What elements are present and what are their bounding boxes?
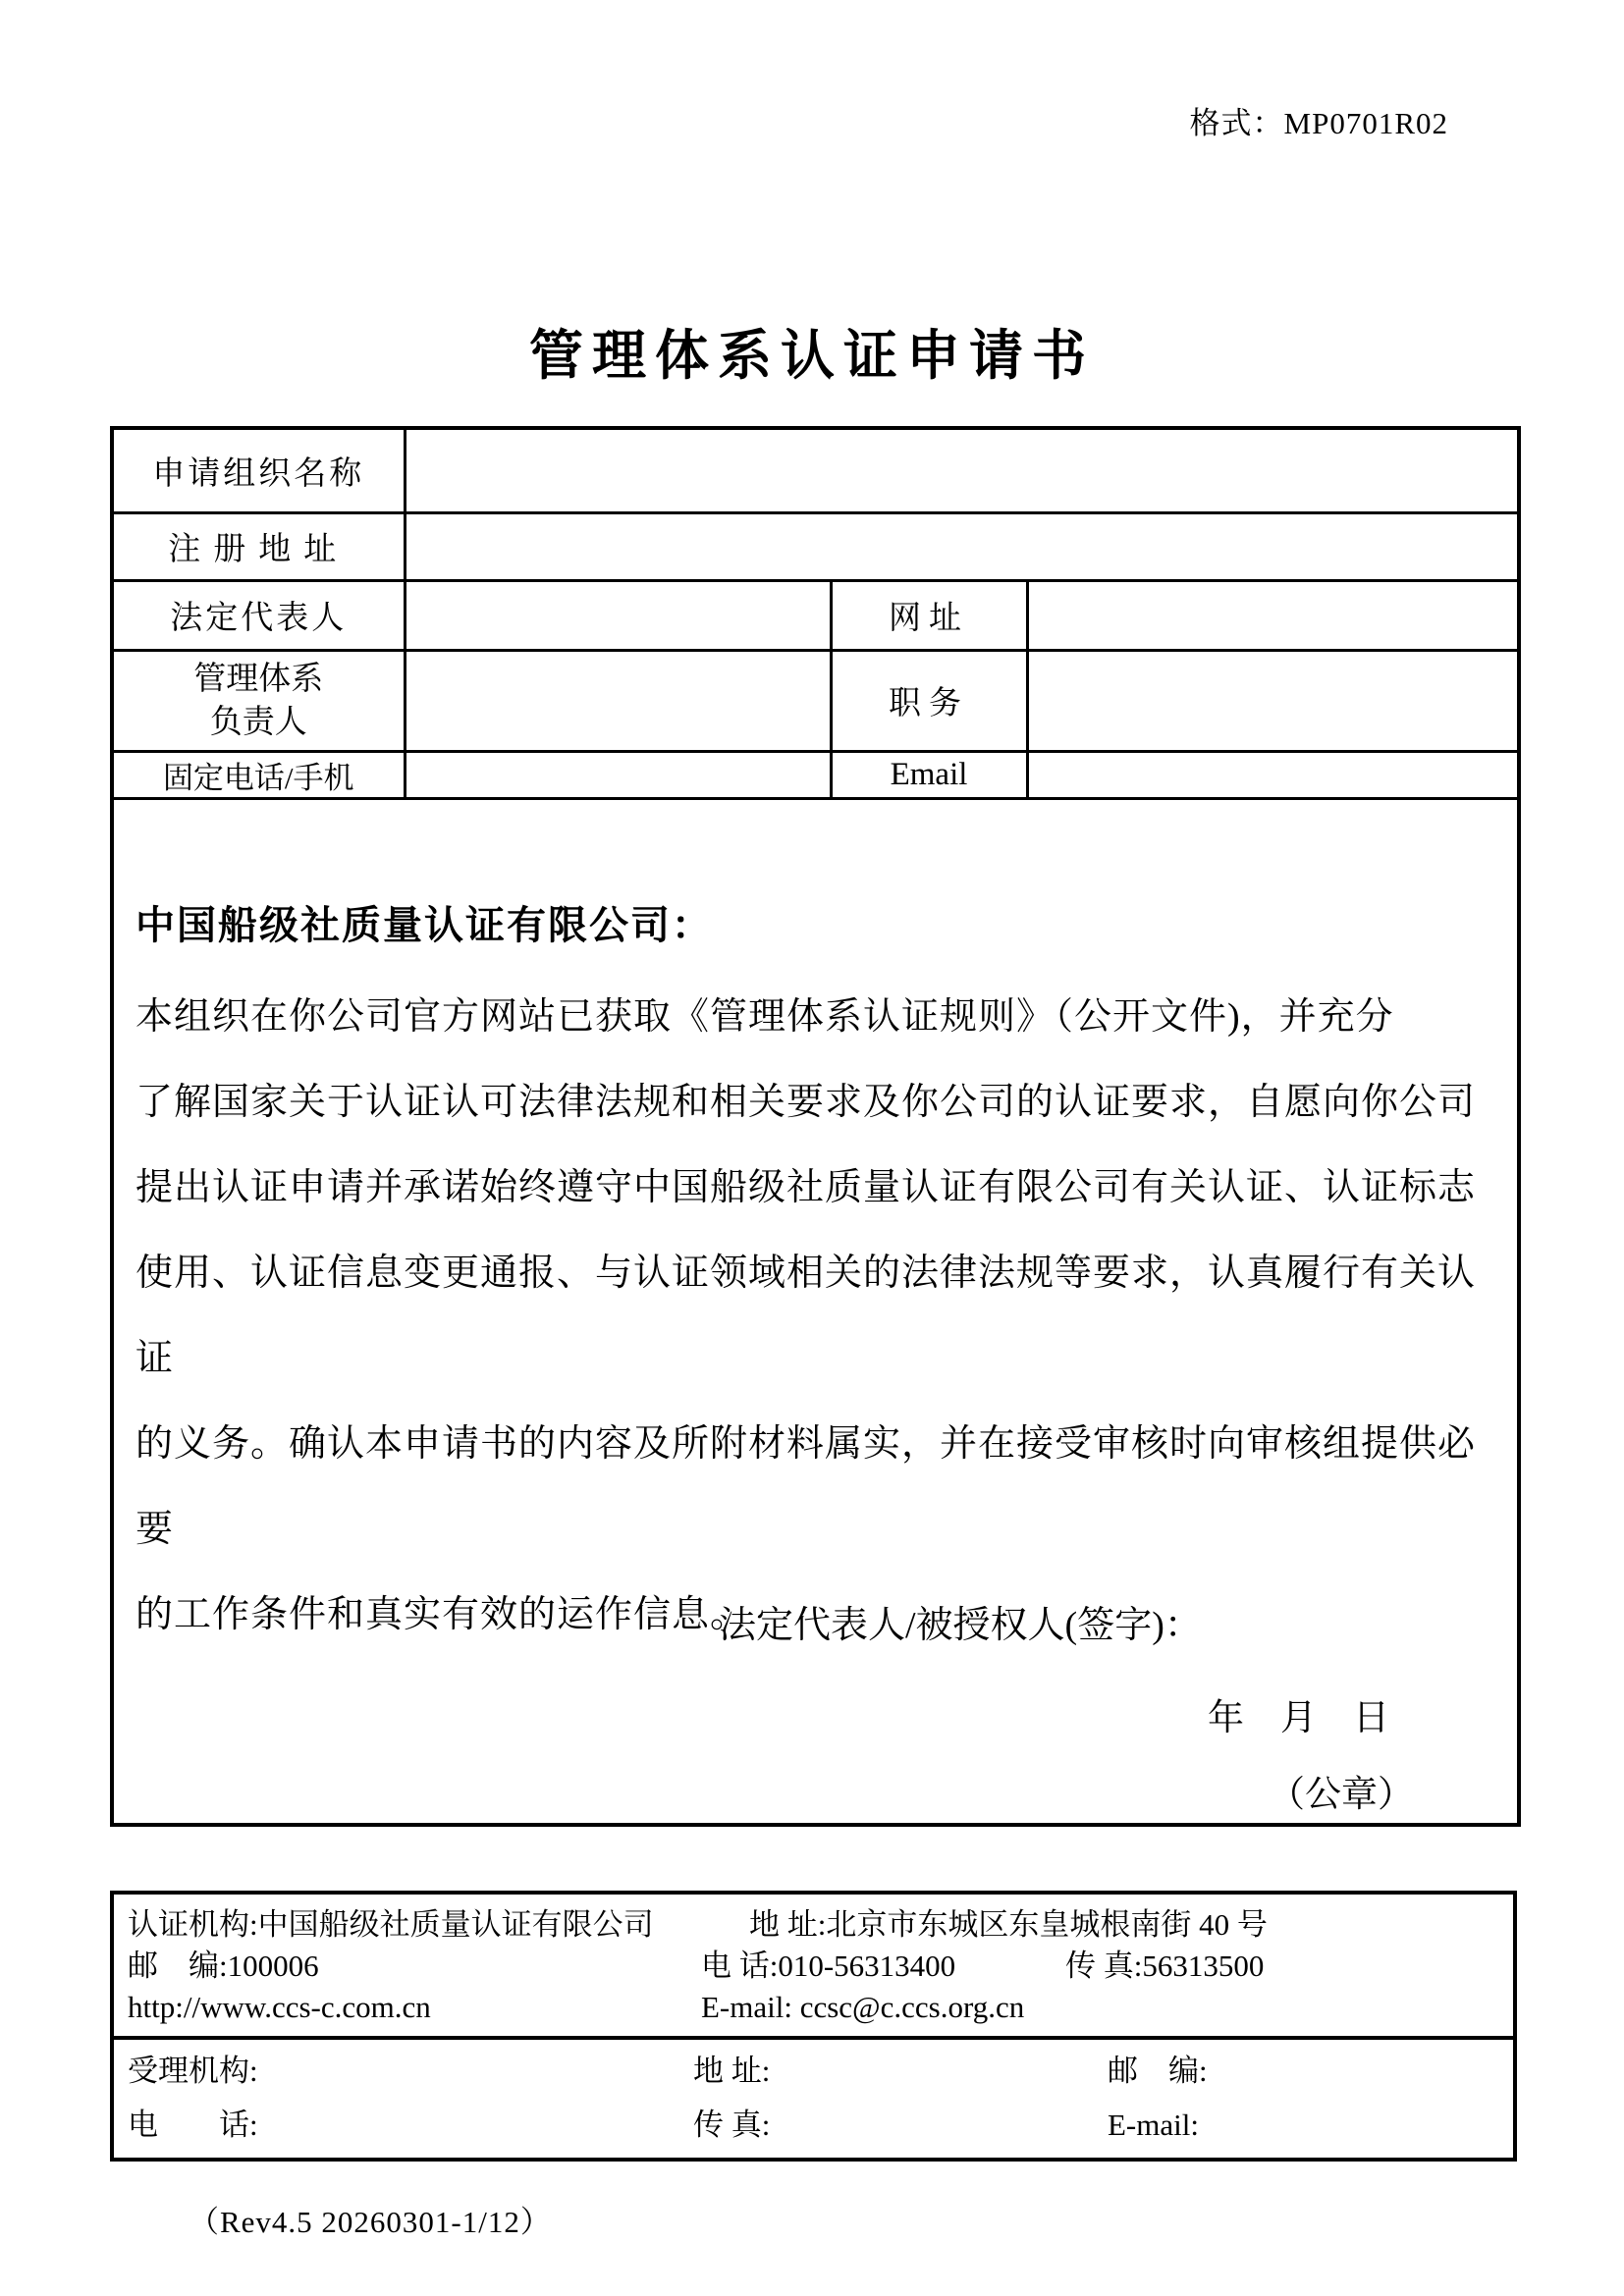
letter-line: 提出认证申请并承诺始终遵守中国船级社质量认证有限公司有关认证、认证标志	[135, 1166, 1477, 1208]
acceptance-org-label: 受理机构:	[128, 2054, 258, 2088]
position-field[interactable]	[1027, 650, 1519, 751]
letter-line: 的义务。确认本申请书的内容及所附材料属实，并在接受审核时向审核组提供必要	[135, 1422, 1477, 1550]
cert-body-section	[114, 1895, 1513, 2040]
org-name-label: 申请组织名称	[112, 428, 405, 512]
application-table	[110, 426, 1521, 1827]
table-row	[112, 580, 1519, 650]
phone-field[interactable]	[405, 751, 831, 798]
declaration-letter	[114, 800, 1517, 1824]
table-row	[112, 650, 1519, 751]
acceptance-row2	[114, 2098, 1513, 2152]
cert-body-fax: 传 真:56313500	[1065, 1949, 1265, 1983]
legal-rep-field[interactable]	[405, 580, 831, 650]
position-label: 职务	[831, 650, 1027, 751]
letter-line: 本组织在你公司官方网站已获取《管理体系认证规则》（公开文件)，并充分	[135, 995, 1394, 1038]
website-label: 网址	[831, 580, 1027, 650]
letter-line: 使用、认证信息变更通报、与认证领域相关的法律法规等要求，认真履行有关认证	[135, 1252, 1477, 1379]
cert-body-address: 地 址:北京市东城区东皇城根南街 40 号	[749, 1907, 1268, 1942]
ms-manager-label	[112, 650, 405, 751]
letter-salutation: 中国船级社质量认证有限公司：	[135, 902, 713, 947]
table-row	[112, 428, 1519, 512]
phone-label: 固定电话/手机	[112, 751, 405, 798]
cert-body-email: E-mail: ccsc@c.ccs.org.cn	[701, 1990, 1025, 2024]
cert-body-website: http://www.ccs-c.com.cn	[128, 1990, 431, 2024]
ms-manager-field[interactable]	[405, 650, 831, 751]
cert-body-tel: 电 话:010-56313400	[701, 1949, 956, 1983]
letter-paragraph	[135, 975, 1499, 1658]
seal-line: （公章）	[1269, 1774, 1414, 1815]
ms-manager-label-line2: 负责人	[209, 704, 307, 740]
page-title: 管理体系认证申请书	[528, 326, 1095, 386]
cert-body-row1	[114, 1904, 1513, 1946]
page-footer: （Rev4.5 20260301-1/12）	[189, 2205, 552, 2239]
letter-line: 的工作条件和真实有效的运作信息。	[135, 1593, 749, 1635]
legal-rep-label: 法定代表人	[112, 580, 405, 650]
cert-body-row3	[114, 1987, 1513, 2028]
acceptance-row1	[114, 2044, 1513, 2098]
declaration-cell	[112, 798, 1519, 1825]
acceptance-fax-label: 传 真:	[693, 2108, 771, 2142]
email-field[interactable]	[1027, 751, 1519, 798]
reg-address-label: 注册地址	[112, 512, 405, 580]
date-line: 年 月 日	[1208, 1697, 1389, 1738]
ms-manager-label-line1: 管理体系	[193, 661, 324, 697]
table-row	[112, 751, 1519, 798]
email-label: Email	[831, 751, 1027, 798]
acceptance-email-label: E-mail:	[1108, 2108, 1199, 2142]
website-field[interactable]	[1027, 580, 1519, 650]
format-code: 格式：MP0701R02	[1189, 106, 1448, 140]
table-row	[112, 512, 1519, 580]
acceptance-body-section	[114, 2040, 1513, 2158]
acceptance-tel-label: 电 话:	[128, 2108, 258, 2142]
cert-body-row2	[114, 1946, 1513, 1987]
cert-body-org: 认证机构:中国船级社质量认证有限公司	[128, 1907, 654, 1942]
org-name-field[interactable]	[405, 428, 1519, 512]
letter-line: 了解国家关于认证认可法律法规和相关要求及你公司的认证要求，自愿向你公司	[135, 1081, 1477, 1123]
signature-label: 法定代表人/被授权人(签字)：	[719, 1604, 1202, 1646]
acceptance-zip-label: 邮 编:	[1108, 2054, 1208, 2088]
cert-body-zip: 邮 编:100006	[128, 1949, 319, 1983]
acceptance-address-label: 地 址:	[693, 2054, 771, 2088]
reg-address-field[interactable]	[405, 512, 1519, 580]
contact-table	[110, 1891, 1517, 2162]
table-row	[112, 798, 1519, 1825]
